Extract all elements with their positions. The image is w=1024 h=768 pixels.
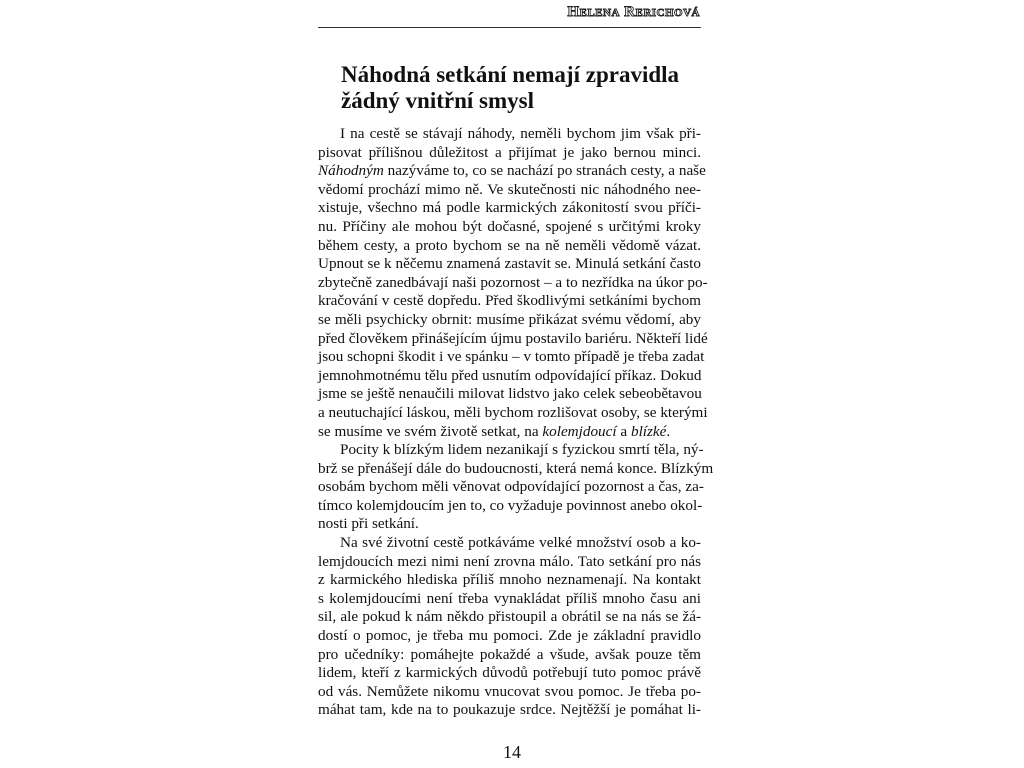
- text-line: lidem, kteří z karmických důvodů potřebují tuto pomoc právě: [318, 664, 701, 682]
- text-line: vědomí prochází mimo ně. Ve skutečnosti nic náhodného nee-: [318, 180, 701, 198]
- text-line: [318, 162, 706, 181]
- text-line: během cesty, a proto bychom se na ně neměli vědomě vázat.: [318, 236, 701, 254]
- text-line: jemnohmotnému tělu před usnutím odpovídající příkaz. Dokud: [318, 366, 702, 384]
- text-line: pisovat přílišnou důležitost a přijímat je jako bernou minci.: [318, 143, 701, 161]
- text-fragment: nazýváme to, co se nachází po stranách cesty, a naše: [383, 162, 706, 180]
- emphasized-term: blízké: [630, 422, 667, 440]
- page-number: 14: [503, 742, 521, 762]
- chapter-title-line: žádný vnitřní smysl: [341, 88, 534, 113]
- running-head: Helena Rerichová: [567, 4, 700, 20]
- text-line: dostí o pomoc, je třeba mu pomoci. Zde je základní pravidlo: [318, 627, 701, 645]
- text-line: nosti při setkání.: [318, 515, 419, 533]
- text-line: Pocity k blízkým lidem nezanikají s fyzickou smrtí těla, ný-: [340, 441, 704, 459]
- text-line: tímco kolemjdoucím jen to, co vyžaduje povinnost anebo okol-: [318, 496, 703, 514]
- chapter-title-line: Náhodná setkání nemají zpravidla: [341, 62, 680, 87]
- text-line: a neutuchající láskou, měli bychom rozlišovat osoby, se kterými: [318, 403, 708, 421]
- text-line: od vás. Nemůžete nikomu vnucovat svou pomoc. Je třeba po-: [318, 682, 701, 700]
- text-line: jsme se ještě nenaučili milovat lidstvo jako celek sebeobětavou: [318, 385, 702, 403]
- text-fragment: se musíme ve svém životě setkat, na: [318, 422, 543, 440]
- text-line: I na cestě se stávají náhody, neměli bychom jim však při-: [340, 125, 701, 142]
- emphasized-term: kolemjdoucí: [542, 422, 617, 440]
- text-line: nu. Příčiny ale mohou být dočasné, spojené s určitými kroky: [318, 217, 701, 235]
- text-line: xistuje, všechno má podle karmických zákonitostí svou příči-: [318, 199, 701, 217]
- text-line: sil, ale pokud k nám někdo přistoupil a obrátil se na nás se žá-: [318, 608, 701, 626]
- text-line: zbytečně zanedbávají naši pozornost – a to nezřídka na úkor po-: [318, 273, 708, 291]
- text-line: Upnout se k něčemu znamená zastavit se. Minulá setkání často: [318, 255, 701, 273]
- text-line: z karmického hlediska příliš mnoho neznamenají. Na kontakt: [318, 571, 701, 589]
- text-fragment: .: [666, 422, 671, 440]
- text-line: kračování v cestě dopředu. Před škodlivými setkáními bychom: [318, 292, 701, 310]
- text-line: před člověkem přinášejícím újmu postavilo bariéru. Někteří lidé: [318, 329, 708, 347]
- text-line: brž se přenášejí dále do budoucnosti, která nemá konce. Blízkým: [318, 459, 714, 477]
- text-line: máhat tam, kde na to poukazuje srdce. Nejtěžší je pomáhat li-: [318, 701, 701, 719]
- emphasized-term: Náhodným: [318, 162, 384, 180]
- text-line: pro učedníky: pomáhejte pokaždé a všude, avšak pouze těm: [318, 645, 701, 663]
- text-line: lemjdoucích mezi nimi není zrovna málo. Tato setkání pro nás: [318, 552, 701, 570]
- text-line: s kolemjdoucími není třeba vynakládat příliš mnoho času ani: [318, 589, 701, 607]
- text-line: Na své životní cestě potkáváme velké množství osob a ko-: [340, 534, 701, 552]
- text-line: osobám bychom měli věnovat odpovídající pozornost a čas, za-: [318, 478, 704, 496]
- text-line: [318, 423, 701, 442]
- text-line: se měli psychicky obrnit: musíme přikázat svému vědomí, aby: [318, 310, 701, 328]
- body-text: [318, 125, 714, 720]
- text-fragment: a: [616, 422, 631, 440]
- text-line: jsou schopni škodit i ve spánku – v tomto případě je třeba zadat: [318, 348, 705, 366]
- chapter-title: [341, 62, 701, 114]
- header-rule: [318, 27, 701, 28]
